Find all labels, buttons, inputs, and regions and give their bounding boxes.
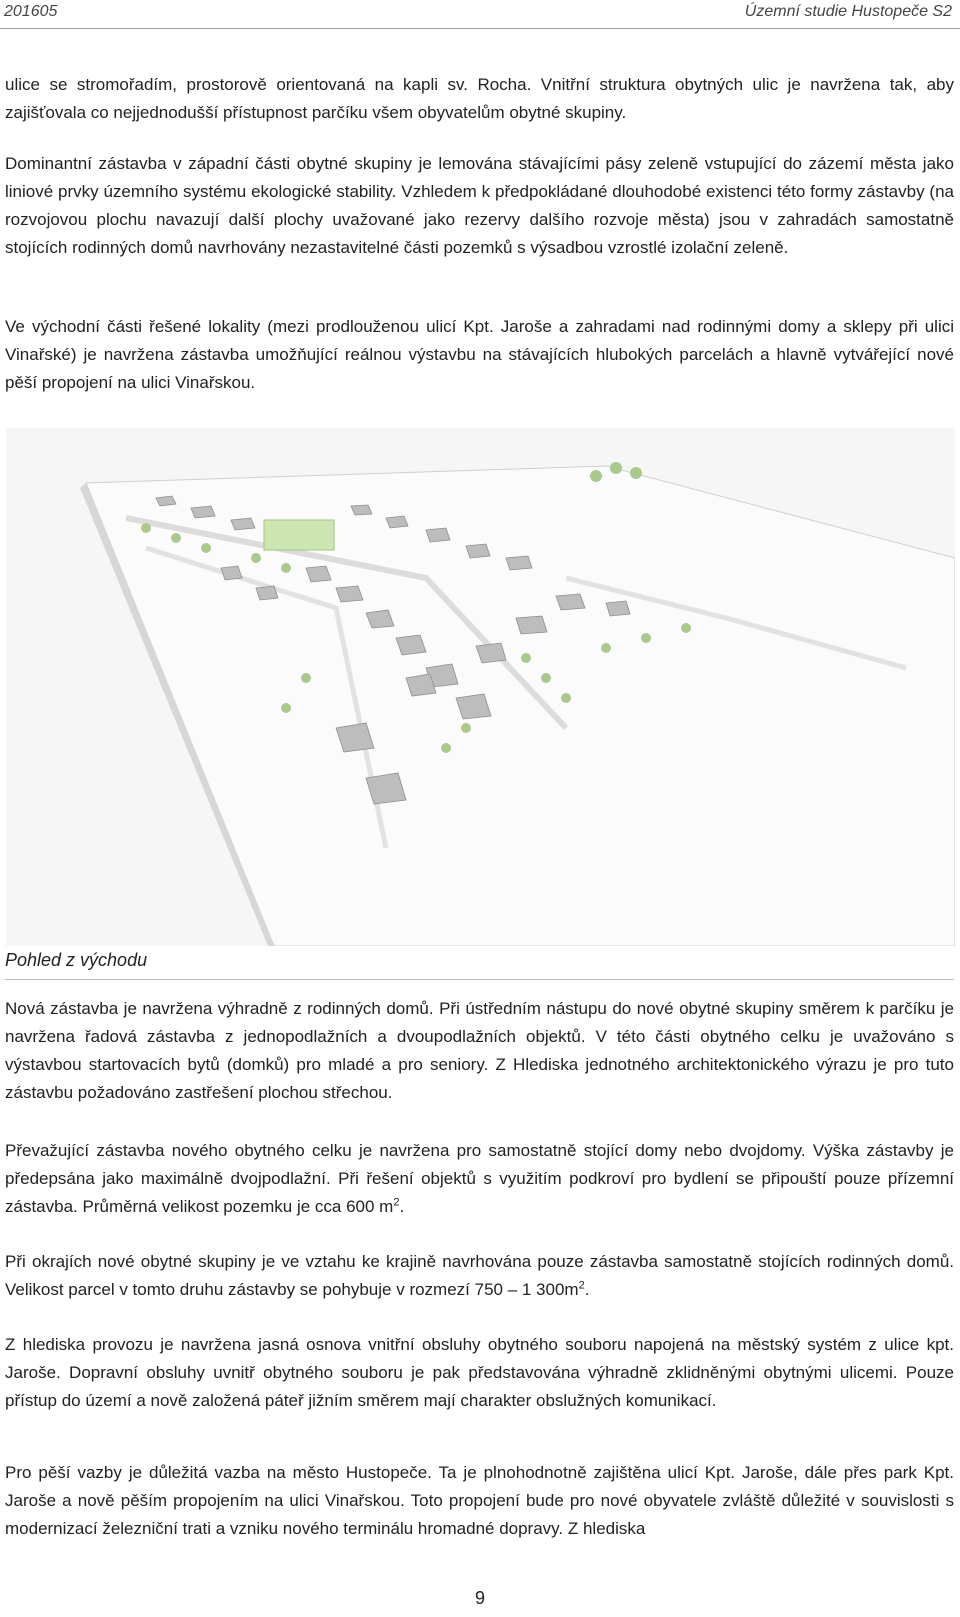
paragraph-edges [5,1248,954,1304]
text-block-west [5,150,954,262]
text-block-edges [5,1248,954,1304]
caption-rule [5,979,954,980]
paragraph-edges-text: Při okrajích nové obytné skupiny je ve vztahu ke krajině navrhována pouze zástavba samostatně stojících rodinných domů. Velikost parcel v tomto druhu zástavby se pohybuje v rozmezí 750 – 1 300m [5,1252,954,1299]
text-block-prevailing [5,1137,954,1221]
paragraph-street: ulice se stromořadím, prostorově orientovaná na kapli sv. Rocha. Vnitřní struktura obytných ulic je navržena tak, aby zajišťovala co nejjednodušší přístupnost parčíku všem obyvatelům obytné skupiny. [5,75,954,122]
paragraph-family-houses: Nová zástavba je navržena výhradně z rodinných domů. Při ústředním nástupu do nové obytné skupiny směrem k parčíku je navržena řadová zástavba z jednopodlažních a dvoupodlažních objektů. V této části obytného celku je uvažováno s výstavbou startovacích bytů (domků) pro mladé a pro seniory. Z Hlediska jednotného architektonického výrazu je pro tuto zástavbu požadováno zastřešení plochou střechou. [5,999,954,1102]
superscript-area: 2 [393,1196,400,1209]
aerial-view-illustration [6,428,955,946]
header-rule [0,28,960,29]
paragraph-traffic: Z hlediska provozu je navržena jasná osnova vnitřní obsluhy obytného souboru napojená na městský systém z ulice kpt. Jaroše. Dopravní obsluhy uvnitř obytného souboru je pak představována výhradně zklidněnými obytnými ulicemi. Pouze přístup do území a nově založená páteř jižním směrem mají charakter obslužných komunikací. [5,1335,954,1410]
paragraph-prevailing-development [5,1137,954,1221]
document-title: Územní studie Hustopeče S2 [744,3,952,20]
paragraph-pedestrian: Pro pěší vazby je důležitá vazba na město Hustopeče. Ta je plnohodnotně zajištěna ulicí Kpt. Jaroše, dále přes park Kpt. Jaroše a nově pěším propojením na ulici Vinařskou. Toto propojení bude pro nové obyvatele zvláště důležité v souvislosti s modernizací železniční trati a vzniku nového terminálu hromadné dopravy. Z hlediska [5,1463,954,1538]
text-block-traffic [5,1331,954,1415]
figure-caption: Pohled z východu [5,950,148,970]
paragraph-east-development: Ve východní části řešené lokality (mezi prodlouženou ulicí Kpt. Jaroše a zahradami nad rodinnými domy a sklepy při ulici Vinařské) je navržena zástavba umožňující reálnou výstavbu na stávajících hlubokých parcelách a hlavně vytvářející nové pěší propojení na ulici Vinařskou. [5,317,954,392]
park-area [264,520,334,550]
site-model-render [6,428,955,946]
text-block-pedestrian [5,1459,954,1543]
page-number: 9 [474,1588,485,1608]
paragraph-prevailing-end: . [399,1197,405,1216]
paragraph-west-development: Dominantní zástavba v západní části obytné skupiny je lemována stávajícími pásy zeleně vstupující do zázemí města jako liniové prvky územního systému ekologické stability. Vzhledem k předpokládané dlouhodobé existenci této formy zástavby (na rozvojovou plochu navazují další plochy uvažované jako rezervy dalšího rozvoje města) jsou v zahradách samostatně stojících rodinných domů navrhovány nezastavitelné části pozemků s výsadbou vzrostlé izolační zeleně. [5,154,954,257]
paragraph-edges-end: . [584,1280,590,1299]
text-block-new-development [5,995,954,1107]
text-block-top [5,71,954,127]
superscript-area-2: 2 [578,1279,585,1292]
paragraph-prevailing-text: Převažující zástavba nového obytného celku je navržena pro samostatně stojící domy nebo dvojdomy. Výška zástavby je předepsána jako maximálně dvojpodlažní. Při řešení objektů s využitím podkroví pro bydlení se připouští pouze přízemní zástavba. Průměrná velikost pozemku je cca 600 m [5,1141,954,1216]
document-code: 201605 [4,3,58,20]
text-block-east [5,313,954,397]
page-header [0,0,960,32]
